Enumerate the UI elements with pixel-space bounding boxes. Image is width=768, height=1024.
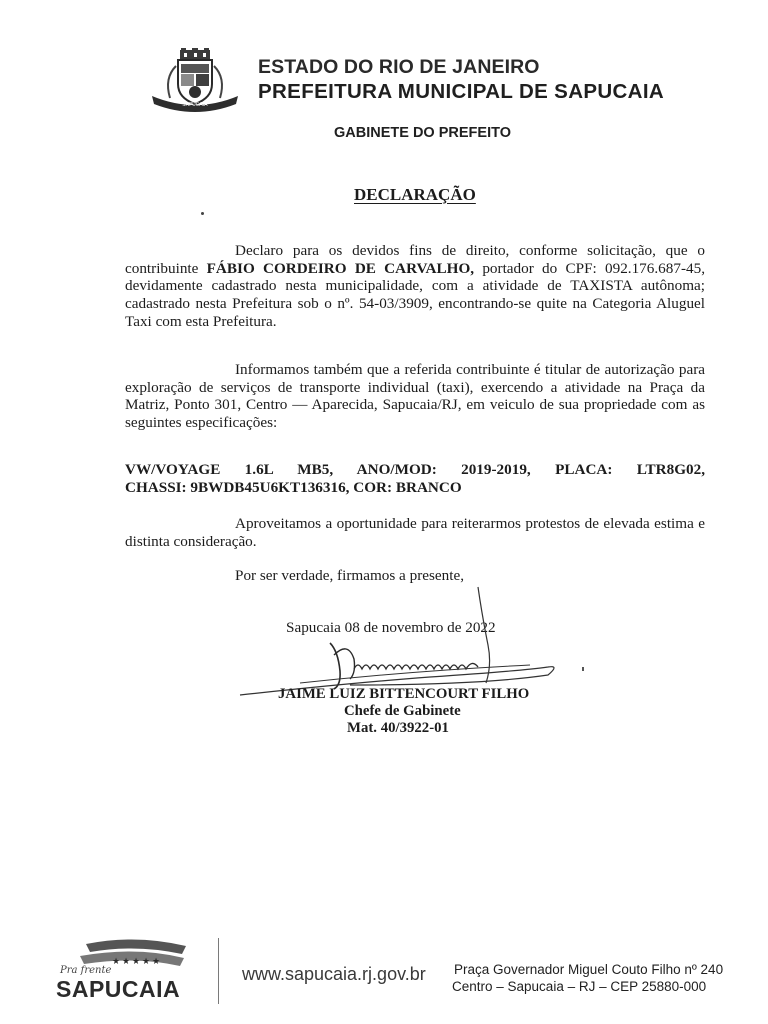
svg-text:★: ★ <box>142 957 151 967</box>
vehicle-line-2: CHASSI: 9BWDB45U6KT136316, COR: BRANCO <box>125 479 462 496</box>
declaration-paragraph-2: Informamos também que a referida contribuinte é titular de autorização para exploração de serviços de transporte individual (taxi), exercendo a atividade na Praça da Matriz, Ponto 301, Centro — Aparecida, Sapucaia/RJ, em veiculo de sua propriedade com as seguintes especificações: <box>125 361 705 432</box>
website-link[interactable]: www.sapucaia.rj.gov.br <box>242 964 426 984</box>
paragraph-1-intro: Declaro para os devidos fins de direito, conforme solicitação, que o contribuinte <box>125 242 705 277</box>
brand-slogan: Pra frente <box>60 965 112 976</box>
office-heading: GABINETE DO PREFEITO <box>334 125 511 141</box>
address-line-1: Praça Governador Miguel Couto Filho nº 240 <box>454 962 724 977</box>
address-line-2: Centro – Sapucaia – RJ – CEP 25880-000 <box>452 979 707 994</box>
ink-mark <box>582 667 584 671</box>
contributor-name: FÁBIO CORDEIRO DE CARVALHO, <box>206 259 475 277</box>
municipal-coat-of-arms-icon <box>150 48 240 114</box>
footer-divider <box>218 938 219 1004</box>
vehicle-specification <box>125 461 705 497</box>
paragraph-1-rest: portador do CPF: 092.176.687-45, devidamente cadastrado nesta municipalidade, com a atividade de TAXISTA autônoma; cadastrado nesta Prefeitura sob o nº. 54-03/3909, encontrando-se quite na Categoria Aluguel Taxi com esta Prefeitura. <box>125 259 705 330</box>
state-heading: ESTADO DO RIO DE JANEIRO <box>258 56 540 78</box>
svg-text:★: ★ <box>152 957 161 967</box>
svg-text:★: ★ <box>122 957 131 967</box>
declaration-paragraph-1 <box>125 242 705 331</box>
signatory-role: Chefe de Gabinete <box>344 703 461 719</box>
svg-text:★: ★ <box>112 957 121 967</box>
document-title: DECLARAÇÃO <box>354 185 476 204</box>
signatory-registration: Mat. 40/3922-01 <box>347 720 449 736</box>
svg-text:★: ★ <box>132 957 141 967</box>
svg-text:SAPUCAIA: SAPUCAIA <box>182 102 208 108</box>
declaration-paragraph-3: Aproveitamos a oportunidade para reiterarmos protestos de elevada estima e distinta consideração. <box>125 515 705 550</box>
place-and-date: Sapucaia 08 de novembro de 2022 <box>286 619 496 636</box>
scan-speck <box>201 212 204 215</box>
brand-name: SAPUCAIA <box>56 976 181 1002</box>
signatory-name: JAIME LUIZ BITTENCOURT FILHO <box>278 686 530 702</box>
prefecture-heading: PREFEITURA MUNICIPAL DE SAPUCAIA <box>258 80 665 103</box>
closing-line: Por ser verdade, firmamos a presente, <box>235 567 464 584</box>
vehicle-line-1: VW/VOYAGE 1.6L MB5, ANO/MOD: 2019-2019, PLACA: LTR8G02, <box>125 461 705 478</box>
